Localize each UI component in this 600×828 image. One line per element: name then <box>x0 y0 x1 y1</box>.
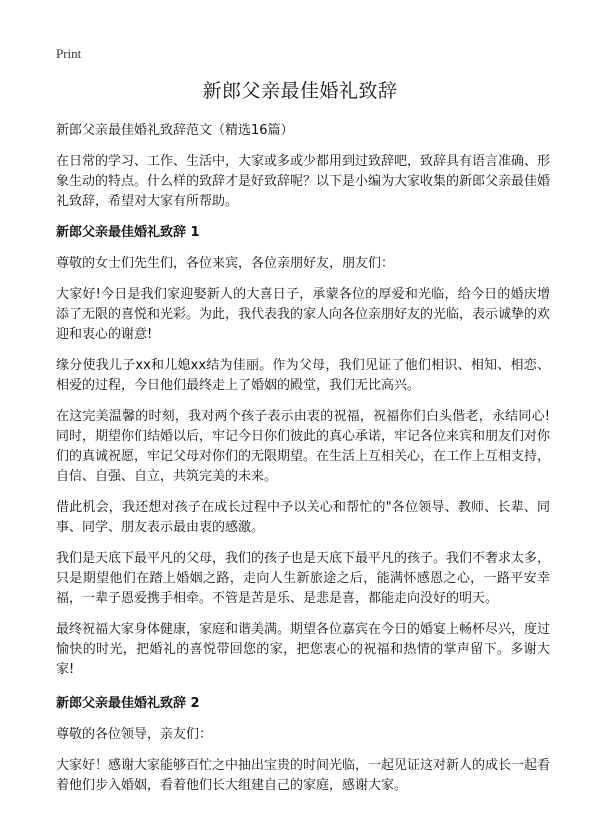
paragraph: 我们是天底下最平凡的父母，我们的孩子也是天底下最平凡的孩子。我们不奢求太多，只是期望他们在踏上婚姻之路，走向人生新旅途之后，能满怀感恩之心，一路平安幸福，一辈子恩爱携手相牵。不管是苦是乐、是悲是喜，都能走向没好的明天。 <box>56 551 551 606</box>
section-heading: 新郎父亲最佳婚礼致辞 2 <box>56 696 200 711</box>
section-1 <box>56 223 550 680</box>
paragraph: 缘分使我儿子xx和儿媳xx结为佳丽。作为父母，我们见证了他们相识、相知、相恋、相爱的过程，今日他们最终走上了婚姻的殿堂，我们无比高兴。 <box>56 358 550 393</box>
paragraph: 尊敬的女士们先生们，各位来宾，各位亲朋好友，朋友们： <box>56 256 395 271</box>
print-link[interactable]: Print <box>56 46 82 61</box>
article-subtitle: 新郎父亲最佳婚礼致辞范文（精选16篇） <box>56 123 294 138</box>
section-heading: 新郎父亲最佳婚礼致辞 1 <box>56 225 200 240</box>
paragraph: 在这完美温馨的时刻，我对两个孩子表示由衷的祝福，祝福你们白头偕老，永结同心!同时，期望你们结婚以后，牢记今日你们彼此的真心承诺，牢记各位来宾和朋友们对你们的真诚祝愿，牢记父母对你们的无限期望。在生活上互相关心，在工作上互相支持，自信、自强、自立，共筑完美的未来。 <box>56 409 551 484</box>
intro-paragraph: 在日常的学习、工作、生活中，大家或多或少都用到过致辞吧，致辞具有语言准确、形象生动的特点。什么样的致辞才是好致辞呢？以下是小编为大家收集的新郎父亲最佳婚礼致辞，希望对大家有所帮助。 <box>56 154 551 209</box>
paragraph: 尊敬的各位领导，亲友们： <box>56 727 213 742</box>
article-body <box>56 121 550 796</box>
section-2 <box>56 694 550 796</box>
paragraph: 最终祝福大家身体健康，家庭和谐美满。期望各位嘉宾在今日的婚宴上畅杯尽兴，度过愉快的时光，把婚礼的喜悦带回您的家，把您衷心的祝福和热情的掌声留下。多谢大家! <box>56 622 551 677</box>
paragraph: 大家好！感谢大家能够百忙之中抽出宝贵的时间光临，一起见证这对新人的成长一起看着他们步入婚姻，看着他们长大组建自己的家庭，感谢大家。 <box>56 758 551 793</box>
page-title: 新郎父亲最佳婚礼致辞 <box>202 80 398 102</box>
paragraph: 大家好!今日是我们家迎娶新人的大喜日子，承蒙各位的厚爱和光临，给今日的婚庆增添了无限的喜悦和光彩。为此，我代表我的家人向各位亲朋好友的光临，表示诚挚的欢迎和衷心的谢意! <box>56 287 551 342</box>
paragraph: 借此机会，我还想对孩子在成长过程中予以关心和帮忙的"各位领导、教师、长辈、同事、同学、朋友表示最由衷的感激。 <box>56 500 550 535</box>
